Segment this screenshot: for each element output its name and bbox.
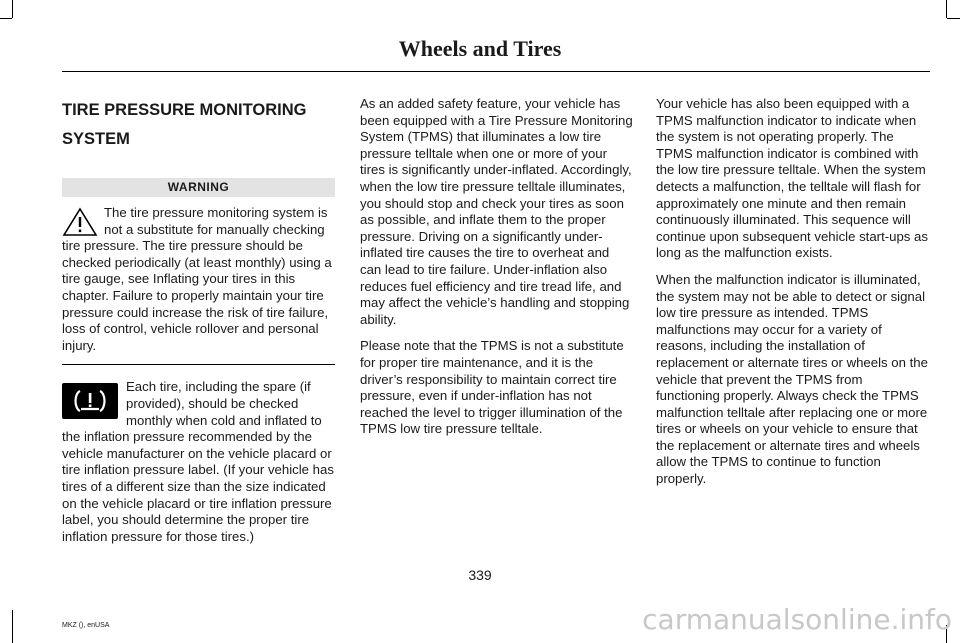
tpms-intro-paragraph: As an added safety feature, your vehicle has been equipped with a Tire Pressure Monitoring System (TPMS) that illuminates a low tire pressure telltale when one or more of your tires is significantly under-inflated. Accordingly, when the low tire pressure telltale illuminates, you should stop and check your tires as soon as possible, and inflate them to the proper pressure. Driving on a significantly under-inflated tire causes the tire to overheat and can lead to tire failure. Under-inflation also reduces fuel efficiency and tire tread life, and may affect the vehicle’s handling and stopping ability. <box>360 96 633 327</box>
column-2 <box>360 96 633 448</box>
malfunction-details-paragraph: When the malfunction indicator is illuminated, the system may not be able to detect or signal low tire pressure as intended. TPMS malfunctions may occur for a variety of reasons, including the installation of replacement or alternate tires or wheels on the vehicle that prevent the TPMS from functioning properly. Always check the TPMS malfunction telltale after replacing one or more tires or wheels on your vehicle to ensure that the replacement or alternate tires and wheels allow the TPMS to continue to function properly. <box>656 271 928 487</box>
header-divider <box>62 71 930 72</box>
tire-check-paragraph <box>62 379 335 545</box>
crop-mark <box>946 0 947 18</box>
crop-mark <box>947 18 960 19</box>
watermark: carmanualsonline.info <box>642 603 952 636</box>
tpms-note-paragraph: Please note that the TPMS is not a substitute for proper tire maintenance, and it is the driver’s responsibility to maintain correct tire pressure, even if under-inflation has not reached the level to trigger illumination of the TPMS low tire pressure telltale. <box>360 338 624 437</box>
section-title-line1: TIRE PRESSURE MONITORING <box>62 101 307 119</box>
section-title <box>62 96 335 154</box>
column-3 <box>656 96 929 498</box>
page-number: 339 <box>468 567 492 583</box>
warning-divider <box>62 364 335 365</box>
malfunction-indicator-paragraph: Your vehicle has also been equipped with a TPMS malfunction indicator to indicate when the system is not operating properly. The TPMS malfunction indicator is combined with the low tire pressure telltale. When the system detects a malfunction, the telltale will flash for approximately one minute and then remain continuously illuminated. This sequence will continue upon subsequent vehicle start-ups as long as the malfunction exists. <box>656 96 928 261</box>
warning-label: WARNING <box>62 178 335 197</box>
page-header-title: Wheels and Tires <box>398 36 562 61</box>
warning-paragraph <box>62 205 335 354</box>
crop-mark <box>0 18 12 19</box>
warning-triangle-icon <box>62 207 98 237</box>
crop-mark <box>12 610 13 643</box>
section-title-line2: SYSTEM <box>62 130 130 148</box>
footer-model: MKZ (), enUSA <box>62 622 110 629</box>
tpms-telltale-icon <box>62 383 118 419</box>
crop-mark <box>12 0 13 18</box>
column-1 <box>62 96 335 555</box>
tire-check-text: Each tire, including the spare (if provided), should be checked monthly when cold and inflated to the inflation pressure recommended by the vehicle manufacturer on the vehicle placard or tire inflation pressure label. (If your vehicle has tires of a different size than the size indicated on the vehicle placard or tire inflation pressure label, you should determine the proper tire inflation pressure for those tires.) <box>62 379 334 544</box>
warning-text: The tire pressure monitoring system is not a substitute for manually checking tire pressure. The tire pressure should be checked periodically (at least monthly) using a tire gauge, see Inflating your tires in this chapter. Failure to properly maintain your tire pressure could increase the risk of tire failure, loss of control, vehicle rollover and personal injury. <box>62 205 332 353</box>
